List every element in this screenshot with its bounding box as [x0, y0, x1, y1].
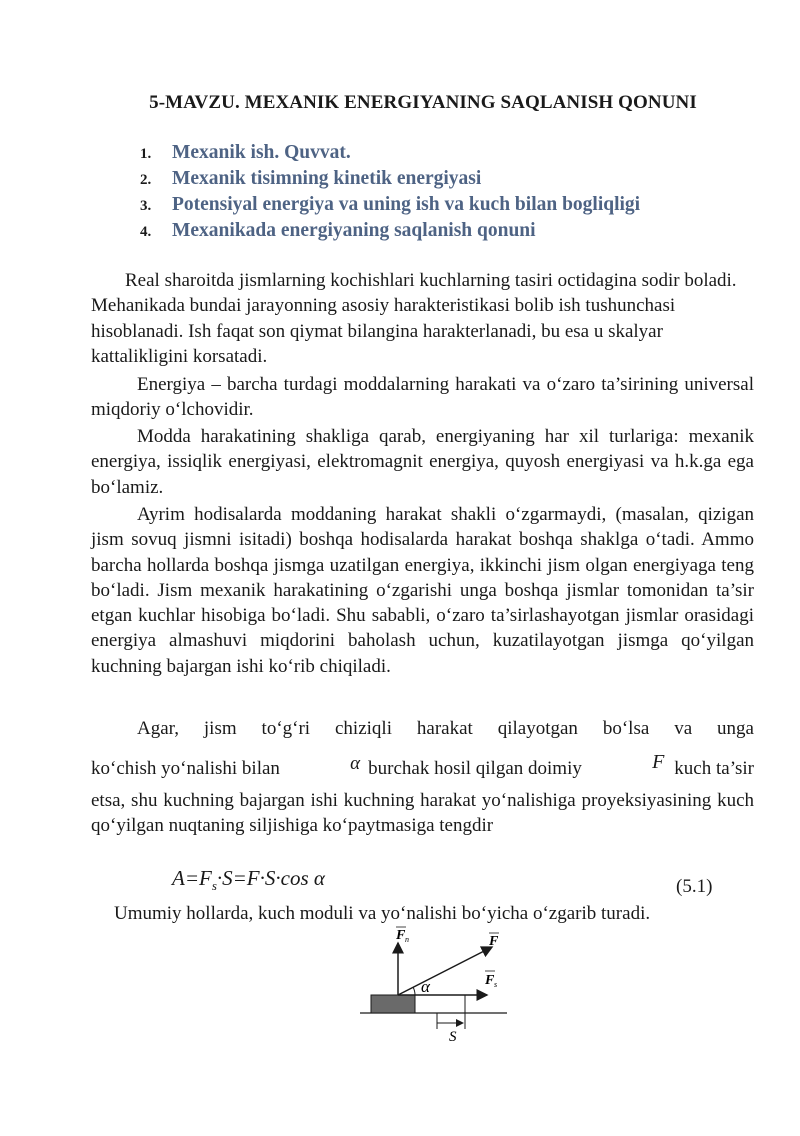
force-arrow — [398, 947, 492, 995]
outline-number: 3. — [140, 198, 152, 214]
text-segment: burchak hosil qilgan doimiy — [368, 758, 582, 779]
displaced-block-outline — [415, 995, 465, 1013]
paragraph-force-continuation: etsa, shu kuchning bajargan ishi kuchning harakat yo‘nalishiga proyeksiyasining kuch qo‘yilgan nuqtaning siljishiga ko‘paytmasiga tengdir — [91, 790, 754, 837]
text-segment-group — [652, 751, 754, 780]
paragraph-force-line2 — [91, 751, 754, 780]
force-label: F — [489, 934, 499, 949]
text-segment: kuch ta’sir — [674, 758, 754, 779]
body-block — [371, 995, 415, 1013]
force-projection-label: F — [485, 973, 495, 988]
formula-rhs: ·S=F·S·cos α — [216, 866, 325, 890]
outline-text: Mexanik ish. Quvvat. — [172, 142, 351, 163]
angle-arc — [413, 987, 415, 995]
force-symbol: F — [652, 751, 665, 773]
page-title: 5-MAVZU. MEXANIK ENERGIYANING SAQLANISH QONUNI — [149, 92, 697, 113]
outline-number: 4. — [140, 224, 152, 240]
normal-force-subscript: n — [405, 935, 409, 944]
paragraph-energy-definition: Energiya – barcha turdagi moddalarning harakati va o‘zaro ta’sirining universal miqdoriy o‘lchovidir. — [91, 374, 754, 421]
paragraph-force-line1: Agar, jism to‘g‘ri chiziqli harakat qilayotgan bo‘lsa va unga — [137, 718, 754, 739]
equation-number: (5.1) — [676, 876, 713, 897]
topic-outline — [140, 142, 640, 246]
outline-item — [140, 194, 640, 220]
outline-item — [140, 220, 640, 246]
outline-text: Potensiyal energiya va uning ish va kuch bilan bogliqligi — [172, 194, 641, 215]
work-formula — [172, 866, 325, 894]
force-diagram — [355, 925, 515, 1045]
paragraph-work-intro: Real sharoitda jismlarning kochishlari kuchlarning tasiri octidagina sodir boladi. Mehanikada bundai jarayonning asosiy harakteristikasi bolib ish tushunchasi hisoblanadi. Ish faqat son qiymat bilangina harakterlanadi, bu esa u skalyar kattalikligini korsatadi. — [91, 270, 737, 367]
paragraph-energy-transfer: Ayrim hodisalarda moddaning harakat shakli o‘zgarmaydi, (masalan, qizigan jism sovuq jismni isitadi) boshqa hodisalarda harakat boshqa shaklga o‘tadi. Ammo barcha hollarda boshqa jismga uzatilgan energiya, ikkinchi jism olgan energiyaga teng bo‘ladi. Jism mexanik harakatining o‘zgarishi unga boshqa jismlar tomonidan ta’sir etgan kuchlar hisobiga bo‘ladi. Shu sababli, o‘zaro ta’sirlashayotgan jismlar orasidagi energiya almashuvi miqdorini baholash uchun, kuzatilayotgan jismga qo‘yilgan kuchning bajargan ishi ko‘rib chiqiladi. — [91, 504, 754, 677]
outline-text: Mexanikada energiyaning saqlanish qonuni — [172, 220, 536, 241]
paragraph-energy-types: Modda harakatining shakliga qarab, energiyaning har xil turlariga: mexanik energiya, issiqlik energiyasi, elektromagnit energiya, quyosh energiyasi va h.k.ga ega bo‘lamiz. — [91, 426, 754, 498]
alpha-symbol: α — [350, 753, 361, 774]
outline-number: 1. — [140, 146, 152, 162]
text-segment-group — [350, 753, 582, 780]
outline-number: 2. — [140, 172, 152, 188]
outline-item — [140, 168, 640, 194]
normal-force-label: F — [396, 928, 406, 943]
text-segment: ko‘chish yo‘nalishi bilan — [91, 758, 280, 779]
formula-lhs: A=F — [172, 866, 212, 890]
outline-text: Mexanik tisimning kinetik energiyasi — [172, 168, 482, 189]
angle-label: α — [421, 977, 430, 996]
formula-subscript: s — [211, 878, 217, 894]
paragraph-summary: Umumiy hollarda, kuch moduli va yo‘nalishi bo‘yicha o‘zgarib turadi. — [114, 903, 651, 924]
displacement-label: S — [449, 1029, 457, 1045]
force-projection-subscript: s — [494, 980, 498, 989]
outline-item — [140, 142, 640, 168]
